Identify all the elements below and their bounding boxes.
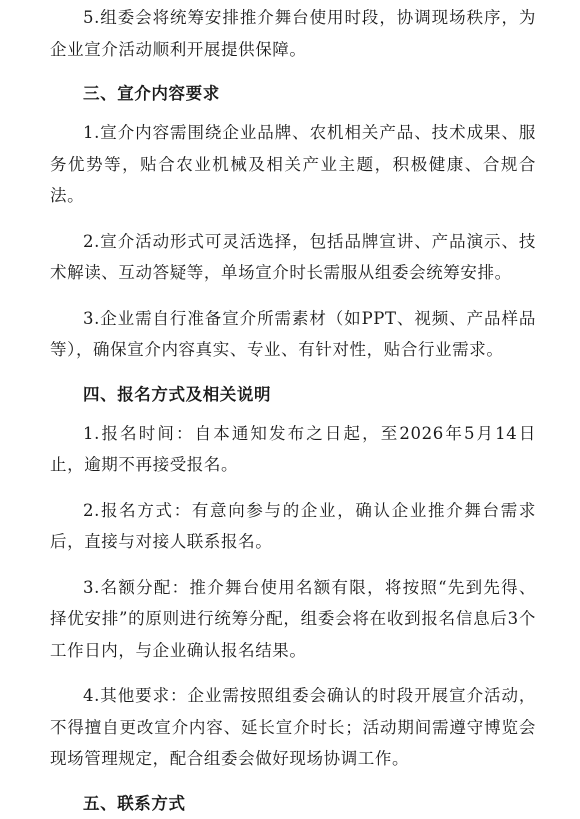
section-registration <box>50 380 536 775</box>
paragraph-registration-item-3: 3.名额分配：推介舞台使用名额有限，将按照“先到先得、择优安排”的原则进行统筹分配，组委会将在收到报名信息后3个工作日内，与企业确认报名结果。 <box>50 577 536 660</box>
paragraph-registration-item-2: 2.报名方式：有意向参与的企业，确认企业推介舞台需求后，直接与对接人联系报名。 <box>50 500 536 551</box>
section-content-requirements <box>50 79 536 366</box>
paragraph-content-item-3: 3.企业需自行准备宣介所需素材（如PPT、视频、产品样品等），确保宣介内容真实、专业、有针对性，贴合行业需求。 <box>50 308 536 359</box>
paragraph-content-item-1: 1.宣介内容需围绕企业品牌、农机相关产品、技术成果、服务优势等，贴合农业机械及相关产业主题，积极健康、合规合法。 <box>50 123 536 205</box>
section-contact <box>50 789 536 819</box>
paragraph-stage-arrangement: 5.组委会将统筹安排推介舞台使用时段，协调现场秩序，为企业宣介活动顺利开展提供保障。 <box>50 8 536 59</box>
section-heading-content-requirements: 三、宣介内容要求 <box>83 84 220 103</box>
paragraph-content-item-2: 2.宣介活动形式可灵活选择，包括品牌宣讲、产品演示、技术解读、互动答疑等，单场宣介时长需服从组委会统筹安排。 <box>50 231 536 282</box>
paragraph-registration-item-4: 4.其他要求：企业需按照组委会确认的时段开展宣介活动，不得擅自更改宣介内容、延长宣介时长；活动期间需遵守博览会现场管理规定，配合组委会做好现场协调工作。 <box>50 686 536 768</box>
section-heading-contact: 五、联系方式 <box>83 793 186 813</box>
paragraph-registration-item-1: 1.报名时间：自本通知发布之日起，至2026年5月14日止，逾期不再接受报名。 <box>50 423 536 474</box>
section-heading-registration: 四、报名方式及相关说明 <box>83 384 272 404</box>
